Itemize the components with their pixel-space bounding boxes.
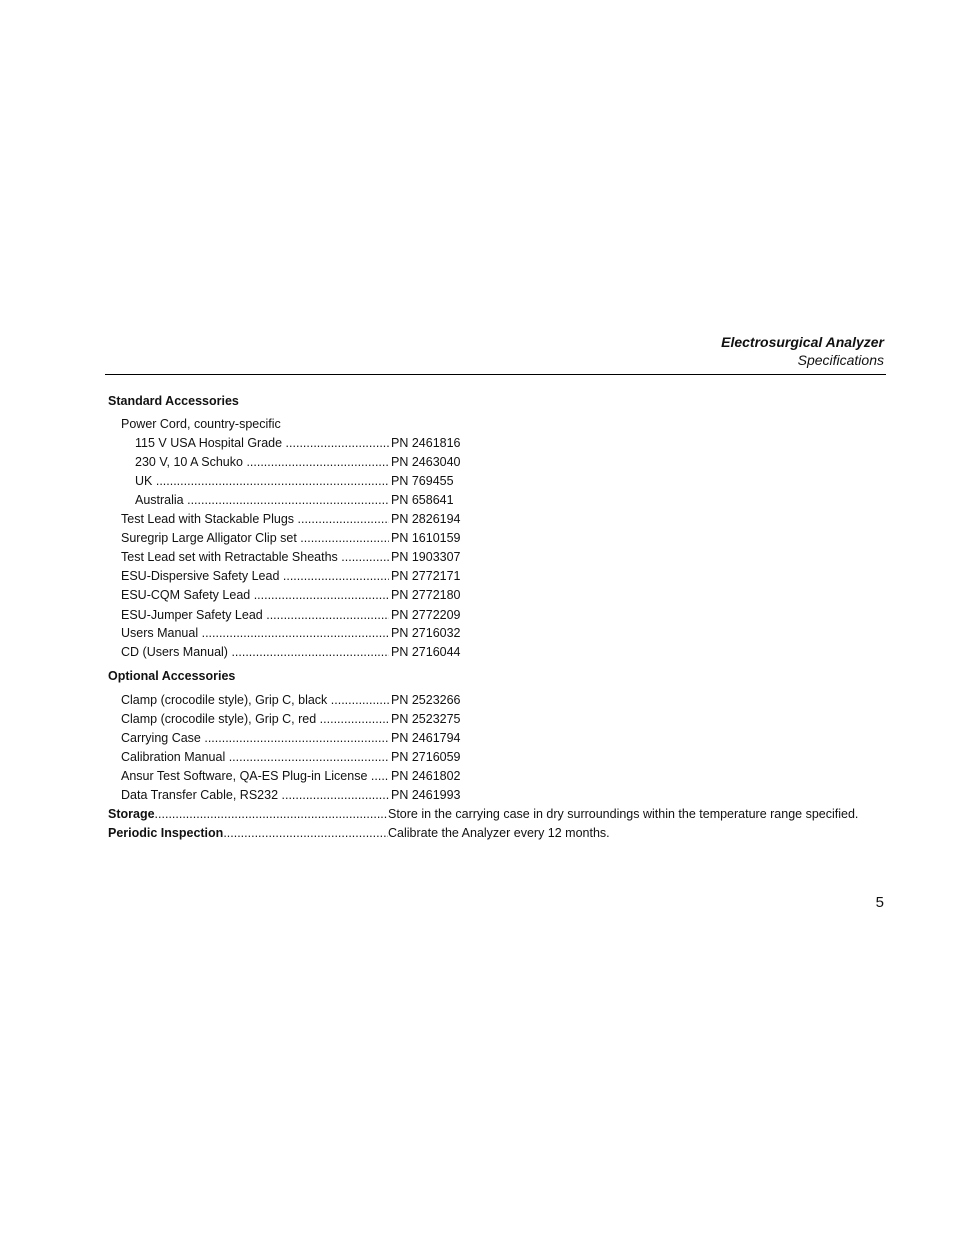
list-item <box>135 454 465 471</box>
part-number: PN 2716032 <box>391 626 461 640</box>
item-label: Suregrip Large Alligator Clip set ..... <box>121 530 389 547</box>
list-item <box>121 549 465 566</box>
part-number: PN 2772209 <box>391 608 461 622</box>
list-item <box>121 787 465 804</box>
item-label: Test Lead set with Retractable Sheaths ..... <box>121 549 389 566</box>
part-number: PN 658641 <box>391 493 454 507</box>
item-label: Clamp (crocodile style), Grip C, black ..... <box>121 692 389 709</box>
item-label: 230 V, 10 A Schuko ..... <box>135 454 389 471</box>
list-item <box>121 711 465 728</box>
item-label: ESU-Dispersive Safety Lead ..... <box>121 568 389 585</box>
optional-accessories-heading: Optional Accessories <box>108 669 236 683</box>
spec-label: Periodic Inspection ..... <box>108 825 388 842</box>
item-label: Calibration Manual ..... <box>121 749 389 766</box>
list-item <box>121 692 465 709</box>
part-number: PN 2461816 <box>391 436 461 450</box>
item-label: ESU-Jumper Safety Lead ..... <box>121 607 389 624</box>
part-number: PN 2716044 <box>391 645 461 659</box>
item-label: Test Lead with Stackable Plugs ..... <box>121 511 389 528</box>
part-number: PN 769455 <box>391 474 454 488</box>
part-number: PN 2463040 <box>391 455 461 469</box>
header-subtitle: Specifications <box>797 352 884 368</box>
list-item <box>121 768 465 785</box>
list-item <box>121 749 465 766</box>
spec-row-periodic-inspection <box>0 825 954 842</box>
part-number: PN 1610159 <box>391 531 461 545</box>
power-cord-heading: Power Cord, country-specific <box>121 417 281 431</box>
spec-row-storage <box>0 806 954 823</box>
spec-value: Calibrate the Analyzer every 12 months. <box>388 826 610 840</box>
item-label: Carrying Case ..... <box>121 730 389 747</box>
part-number: PN 2716059 <box>391 750 461 764</box>
item-label: ESU-CQM Safety Lead ..... <box>121 587 389 604</box>
list-item <box>121 568 465 585</box>
spec-value: Store in the carrying case in dry surroundings within the temperature range specified. <box>388 807 859 821</box>
spec-label: Storage ..... <box>108 806 388 823</box>
part-number: PN 2772180 <box>391 588 461 602</box>
list-item <box>121 511 465 528</box>
item-label: Ansur Test Software, QA-ES Plug-in License ..... <box>121 768 389 785</box>
item-label: UK ..... <box>135 473 389 490</box>
item-label: Data Transfer Cable, RS232 ..... <box>121 787 389 804</box>
list-item <box>121 530 465 547</box>
part-number: PN 2772171 <box>391 569 461 583</box>
part-number: PN 2461993 <box>391 788 461 802</box>
list-item <box>135 435 465 452</box>
item-label: Australia ..... <box>135 492 389 509</box>
list-item <box>135 473 465 490</box>
list-item <box>135 492 465 509</box>
list-item <box>121 607 465 624</box>
item-label: CD (Users Manual) ..... <box>121 644 389 661</box>
list-item <box>121 587 465 604</box>
standard-accessories-heading: Standard Accessories <box>108 394 239 408</box>
list-item <box>121 625 465 642</box>
part-number: PN 2461802 <box>391 769 461 783</box>
part-number: PN 2523275 <box>391 712 461 726</box>
part-number: PN 2461794 <box>391 731 461 745</box>
header-title: Electrosurgical Analyzer <box>721 334 884 350</box>
part-number: PN 1903307 <box>391 550 461 564</box>
part-number: PN 2826194 <box>391 512 461 526</box>
list-item <box>121 730 465 747</box>
item-label: Clamp (crocodile style), Grip C, red ..... <box>121 711 389 728</box>
item-label: 115 V USA Hospital Grade ..... <box>135 435 389 452</box>
page-number: 5 <box>875 894 884 911</box>
item-label: Users Manual ..... <box>121 625 389 642</box>
part-number: PN 2523266 <box>391 693 461 707</box>
list-item <box>121 644 465 661</box>
